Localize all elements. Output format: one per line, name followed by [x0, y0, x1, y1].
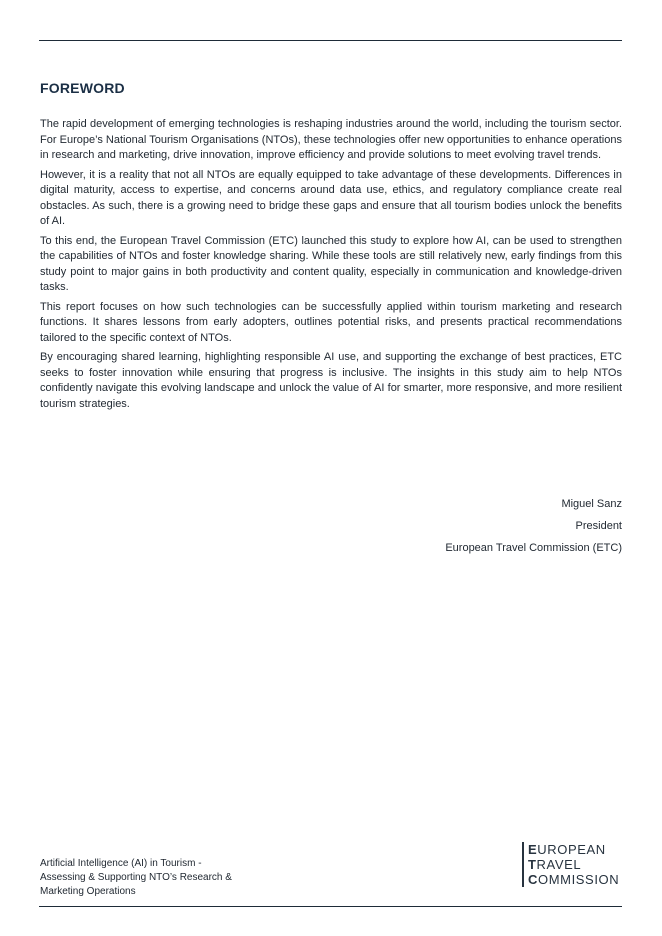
footer-line: Assessing & Supporting NTO’s Research & [40, 872, 232, 883]
footer-line: Marketing Operations [40, 886, 136, 897]
paragraph-2: However, it is a reality that not all NTOs are equally equipped to take advantage of these developments. Differences in digital maturity, access to expertise, and concerns around data use, ethics, and regulatory compliance create real obstacles. As such, there is a growing need to bridge these gaps and ensure that all tourism bodies unlock the benefits of AI. [40, 168, 622, 227]
footer-line: Artificial Intelligence (AI) in Tourism - [40, 858, 202, 869]
paragraph-5: By encouraging shared learning, highlighting responsible AI use, and supporting the exchange of best practices, ETC seeks to foster innovation while ensuring that progress is inclusive. The insights in this study aim to help NTOs confidently navigate this evolving landscape and unlock the value of AI for smarter, more responsive, and more resilient tourism strategies. [40, 351, 622, 410]
signatory-organisation: European Travel Commission (ETC) [445, 542, 622, 554]
foreword-body [40, 117, 622, 416]
page-title: FOREWORD [40, 80, 125, 96]
logo-line-3: COMMISSION [528, 872, 620, 887]
paragraph-3: To this end, the European Travel Commission (ETC) launched this study to explore how AI, can be used to strengthen the capabilities of NTOs and foster knowledge sharing. While these tools are still relatively new, early findings from this study point to major gains in both productivity and content quality, especially in communication and knowledge-driven tasks. [40, 234, 622, 293]
logo-line-1: EUROPEAN [528, 842, 606, 857]
paragraph-1: The rapid development of emerging technologies is reshaping industries around the world, including the tourism sector. For Europe’s National Tourism Organisations (NTOs), these technologies offer new opportunities to enhance operations in research and marketing, drive innovation, improve efficiency and provide solutions to meet evolving travel trends. [40, 118, 622, 161]
header-rule [39, 40, 622, 41]
logo-line-2: TRAVEL [528, 857, 582, 872]
signatory-name: Miguel Sanz [561, 498, 622, 510]
etc-logo [522, 842, 628, 887]
signature-block [445, 493, 622, 559]
signatory-role: President [575, 520, 622, 532]
paragraph-4: This report focuses on how such technologies can be successfully applied within tourism marketing and research functions. It shares lessons from early adopters, outlines potential risks, and presents practical recommendations tailored to the specific context of NTOs. [40, 300, 622, 344]
footer-rule [39, 906, 622, 907]
footer-document-title [40, 857, 260, 899]
